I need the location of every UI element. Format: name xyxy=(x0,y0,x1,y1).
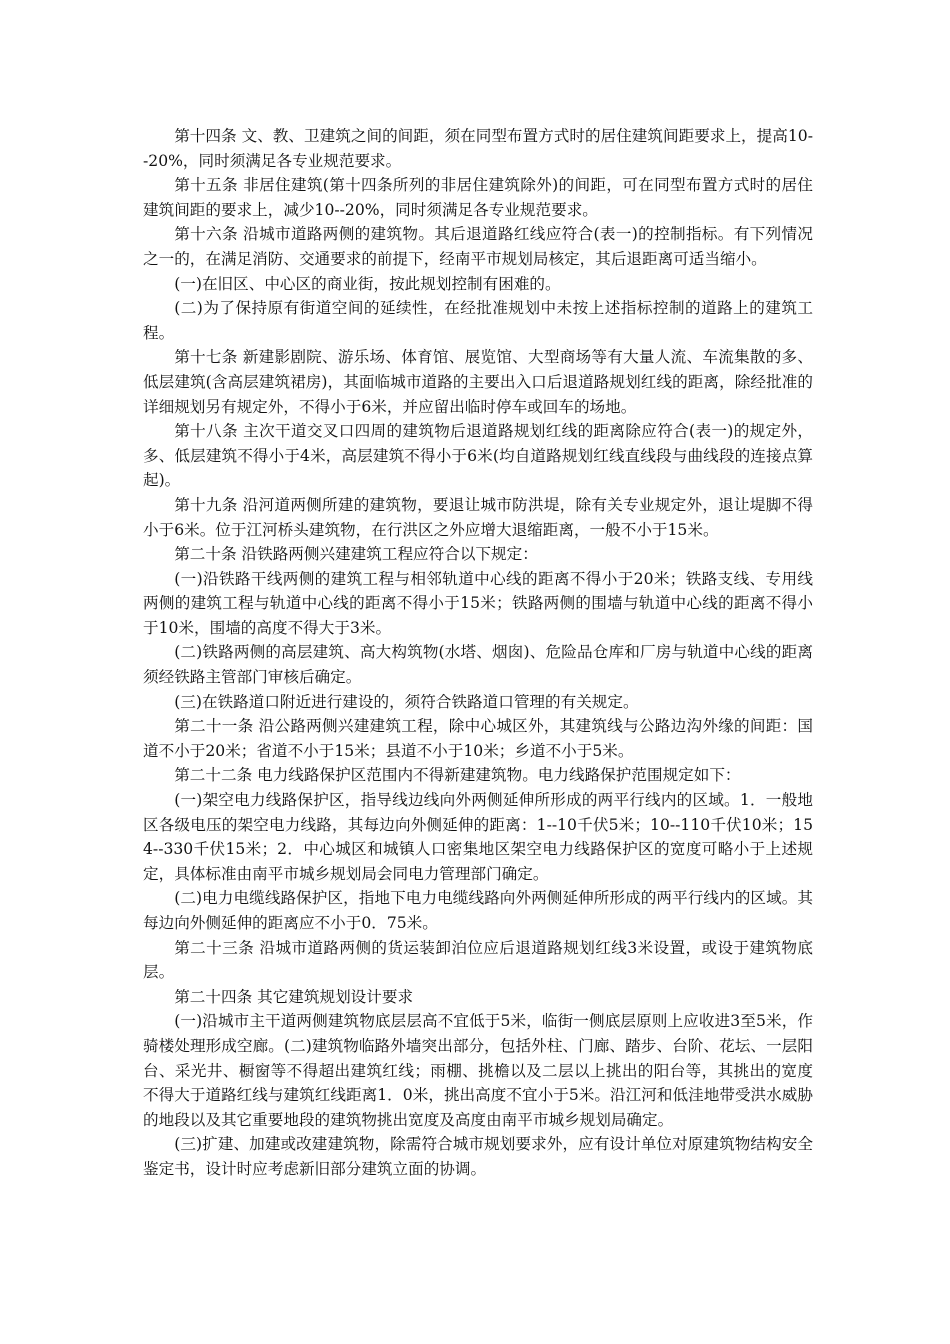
paragraph-article-22-item-2: (二)电力电缆线路保护区，指地下电力电缆线路向外两侧延伸所形成的两平行线内的区域。其每边向外侧延伸的距离应不小于0．75米。 xyxy=(143,889,813,932)
paragraph-article-20-item-1: (一)沿铁路干线两侧的建筑工程与相邻轨道中心线的距离不得小于20米；铁路支线、专用线两侧的建筑工程与轨道中心线的距离不得小于15米；铁路两侧的围墙与轨道中心线的距离不得小于10米，围墙的高度不得大于3米。 xyxy=(143,569,813,637)
paragraph-article-17: 第十七条 新建影剧院、游乐场、体育馆、展览馆、大型商场等有大量人流、车流集散的多、低层建筑(含高层建筑裙房)，其面临城市道路的主要出入口后退道路规划红线的距离，除经批准的详细规划另有规定外，不得小于6米，并应留出临时停车或回车的场地。 xyxy=(143,348,813,416)
document-body xyxy=(143,124,813,1182)
paragraph-article-20-item-3: (三)在铁路道口附近进行建设的，须符合铁路道口管理的有关规定。 xyxy=(174,692,639,711)
paragraph-article-16-item-1: (一)在旧区、中心区的商业街，按此规划控制有困难的。 xyxy=(174,274,561,293)
paragraph-article-20-item-2: (二)铁路两侧的高层建筑、高大构筑物(水塔、烟囱)、危险品仓库和厂房与轨道中心线的距离须经铁路主管部门审核后确定。 xyxy=(143,643,813,687)
paragraph-article-18: 第十八条 主次干道交叉口四周的建筑物后退道路规划红线的距离除应符合(表一)的规定外，多、低层建筑不得小于4米，高层建筑不得小于6米(均自道路规划红线直线段与曲线段的连接点算起)。 xyxy=(143,422,813,490)
paragraph-article-21: 第二十一条 沿公路两侧兴建建筑工程，除中心城区外，其建筑线与公路边沟外缘的间距：国道不小于20米；省道不小于15米；县道不小于10米；乡道不小于5米。 xyxy=(143,717,813,760)
paragraph-article-16: 第十六条 沿城市道路两侧的建筑物。其后退道路红线应符合(表一)的控制指标。有下列情况之一的，在满足消防、交通要求的前提下，经南平市规划局核定，其后退距离可适当缩小。 xyxy=(143,225,813,268)
paragraph-article-23: 第二十三条 沿城市道路两侧的货运装卸泊位应后退道路规划红线3米设置，或设于建筑物底层。 xyxy=(143,938,813,982)
paragraph-article-16-item-2: (二)为了保持原有街道空间的延续性，在经批准规划中未按上述指标控制的道路上的建筑工程。 xyxy=(143,299,813,342)
paragraph-article-22: 第二十二条 电力线路保护区范围内不得新建建筑物。电力线路保护范围规定如下： xyxy=(174,766,741,785)
paragraph-article-24-item-3: (三)扩建、加建或改建建筑物，除需符合城市规划要求外，应有设计单位对原建筑物结构安全鉴定书，设计时应考虑新旧部分建筑立面的协调。 xyxy=(143,1135,813,1178)
paragraph-article-15: 第十五条 非居住建筑(第十四条所列的非居住建筑除外)的间距，可在同型布置方式时的居住建筑间距的要求上，减少10--20%，同时须满足各专业规范要求。 xyxy=(143,176,813,219)
paragraph-article-20: 第二十条 沿铁路两侧兴建建筑工程应符合以下规定： xyxy=(174,545,538,564)
paragraph-article-24: 第二十四条 其它建筑规划设计要求 xyxy=(174,987,414,1006)
paragraph-article-22-item-1: (一)架空电力线路保护区，指导线边线向外两侧延伸所形成的两平行线内的区域。1．一般地区各级电压的架空电力线路，其每边向外侧延伸的距离：1--10千伏5米；10--110千伏10米；154--330千伏15米；2．中心城区和城镇人口密集地区架空电力线路保护区的宽度可略小于上述规定，具体标准由南平市城乡规划局会同电力管理部门确定。 xyxy=(143,791,813,883)
paragraph-article-14: 第十四条 文、教、卫建筑之间的间距，须在同型布置方式时的居住建筑间距要求上，提高10--20%，同时须满足各专业规范要求。 xyxy=(143,127,813,170)
paragraph-article-24-items-1-2: (一)沿城市主干道两侧建筑物底层层高不宜低于5米，临街一侧底层原则上应收进3至5米，作骑楼处理形成空廊。(二)建筑物临路外墙突出部分，包括外柱、门廊、踏步、台阶、花坛、一层阳台、采光井、橱窗等不得超出建筑红线；雨棚、挑檐以及二层以上挑出的阳台等，其挑出的宽度不得大于道路红线与建筑红线距离1．0米，挑出高度不宜小于5米。沿江河和低洼地带受洪水威胁的地段以及其它重要地段的建筑物挑出宽度及高度由南平市城乡规划局确定。 xyxy=(143,1012,813,1129)
paragraph-article-19: 第十九条 沿河道两侧所建的建筑物，要退让城市防洪堤，除有关专业规定外，退让堤脚不得小于6米。位于江河桥头建筑物，在行洪区之外应增大退缩距离，一般不小于15米。 xyxy=(143,495,813,539)
